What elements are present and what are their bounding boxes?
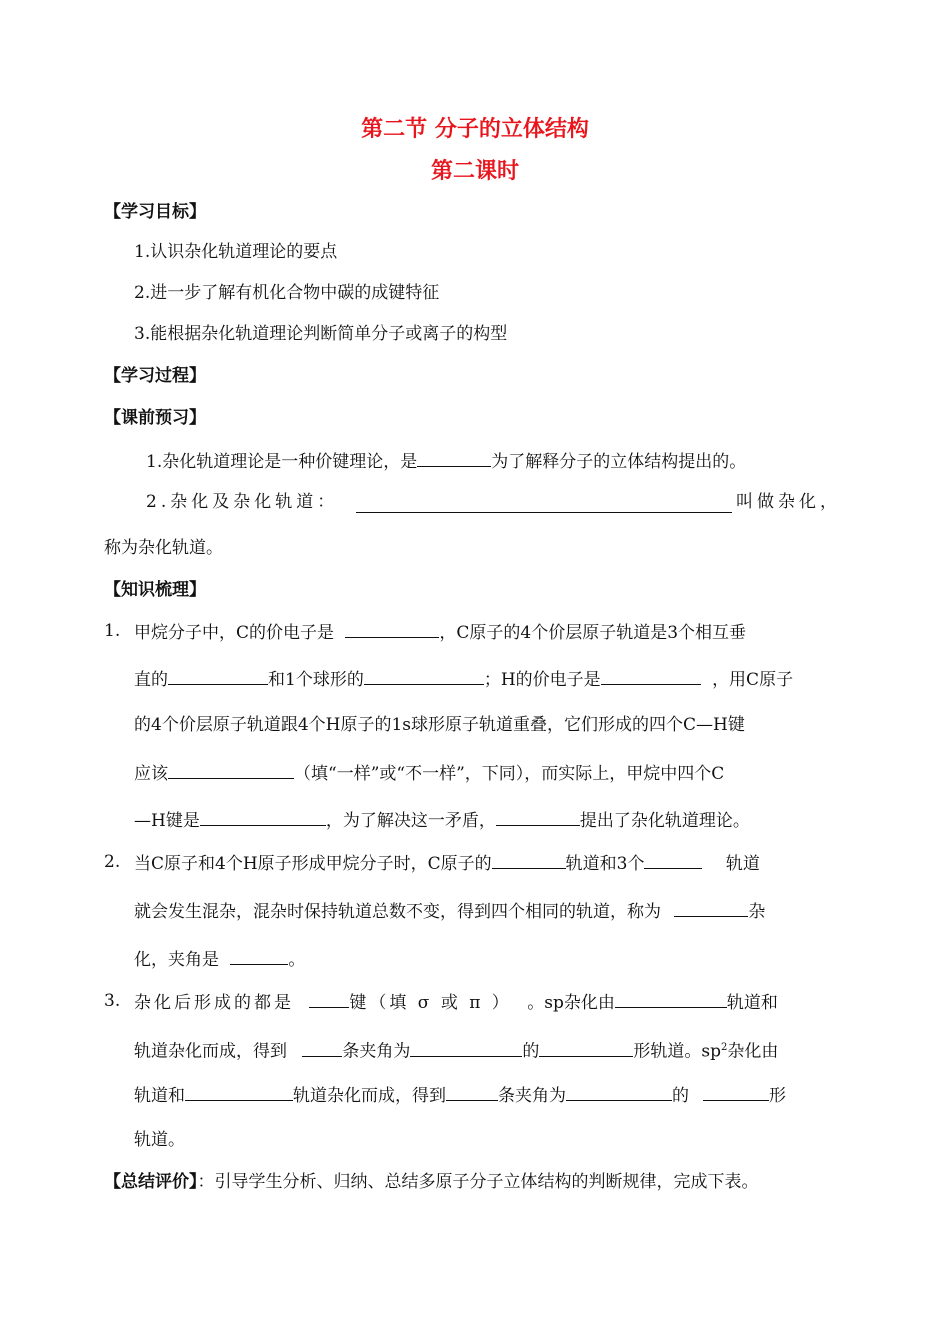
answer-blank[interactable] — [302, 1038, 342, 1057]
answer-blank[interactable] — [356, 494, 732, 513]
item-2-line-3: 化，夹角是 。 — [134, 946, 305, 972]
answer-blank[interactable] — [703, 1082, 769, 1101]
item-1-line-4: 应该 （填“一样”或“不一样”，下同），而实际上，甲烷中四个C — [134, 760, 724, 786]
answer-blank[interactable] — [200, 807, 326, 826]
preview-question-2-cont: 称为杂化轨道。 — [104, 538, 223, 558]
page-subtitle: 第二课时 — [430, 158, 519, 184]
answer-blank[interactable] — [615, 989, 727, 1008]
item-2-line-2: 就会发生混杂，混杂时保持轨道总数不变，得到四个相同的轨道，称为 杂 — [134, 898, 765, 924]
summary-heading: 【总结评价】 — [104, 1172, 198, 1192]
answer-blank[interactable] — [168, 666, 268, 685]
preview-heading: 【课前预习】 — [104, 408, 206, 428]
item-1-line-3: 的4个价层原子轨道跟4个H原子的1s球形原子轨道重叠，它们形成的四个C—H键 — [134, 715, 745, 735]
objective-item-1: 1.认识杂化轨道理论的要点 — [134, 242, 338, 262]
knowledge-heading: 【知识梳理】 — [104, 580, 206, 600]
item-1-line-5: —H键是 ，为了解决这一矛盾， 提出了杂化轨道理论。 — [134, 807, 750, 833]
answer-blank[interactable] — [644, 850, 702, 869]
answer-blank[interactable] — [410, 1038, 522, 1057]
process-heading: 【学习过程】 — [104, 366, 206, 386]
item-number-1: 1. — [104, 621, 121, 641]
objective-item-2: 2.进一步了解有机化合物中碳的成键特征 — [134, 283, 440, 303]
preview-question-1: 1.杂化轨道理论是一种价键理论，是 为了解释分子的立体结构提出的。 — [146, 448, 746, 474]
answer-blank[interactable] — [601, 666, 701, 685]
answer-blank[interactable] — [674, 898, 748, 917]
answer-blank[interactable] — [345, 619, 439, 638]
answer-blank[interactable] — [185, 1082, 293, 1101]
preview-question-2-end: 叫做杂化， — [736, 492, 841, 512]
answer-blank[interactable] — [168, 760, 294, 779]
item-number-2: 2. — [104, 852, 121, 872]
item-3-line-3: 轨道和 轨道杂化而成，得到 条夹角为 的 形 — [134, 1082, 786, 1108]
item-2-line-1: 当C原子和4个H原子形成甲烷分子时，C原子的 轨道和3个 轨道 — [134, 850, 760, 876]
objective-item-3: 3.能根据杂化轨道理论判断简单分子或离子的构型 — [134, 324, 508, 344]
item-number-3: 3. — [104, 991, 121, 1011]
summary-line — [104, 1170, 759, 1194]
item-1-line-2: 直的 和1个球形的 ；H的价电子是 ，用C原子 — [134, 666, 793, 692]
preview-question-2: 2.杂化及杂化轨道： — [146, 492, 339, 512]
item-3-line-1: 杂化后形成的都是 键（填 σ 或 π ） 。sp杂化由 轨道和 — [134, 989, 778, 1015]
answer-blank[interactable] — [417, 448, 491, 467]
page-title: 第二节 分子的立体结构 — [361, 116, 589, 142]
answer-blank[interactable] — [496, 807, 580, 826]
answer-blank[interactable] — [309, 989, 349, 1008]
item-1-line-1: 甲烷分子中，C的价电子是 ，C原子的4个价层原子轨道是3个相互垂 — [134, 619, 746, 645]
item-3-line-4: 轨道。 — [134, 1130, 185, 1150]
answer-blank[interactable] — [230, 946, 288, 965]
answer-blank[interactable] — [364, 666, 484, 685]
answer-blank[interactable] — [492, 850, 566, 869]
objectives-heading: 【学习目标】 — [104, 202, 206, 222]
answer-blank[interactable] — [539, 1038, 633, 1057]
item-3-line-2: 轨道杂化而成，得到 条夹角为 的 形轨道。$sp^2$杂化由 — [134, 1036, 778, 1064]
answer-blank[interactable] — [566, 1082, 672, 1101]
answer-blank[interactable] — [446, 1082, 498, 1101]
summary-text: ：引导学生分析、归纳、总结多原子分子立体结构的判断规律，完成下表。 — [197, 1172, 759, 1192]
